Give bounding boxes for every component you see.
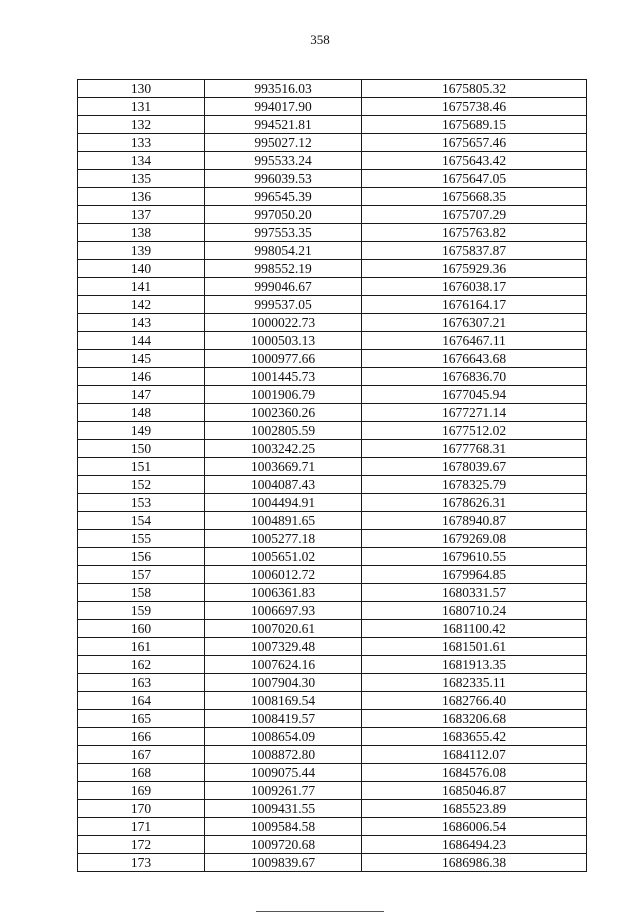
x-coordinate-cell: 1000977.66	[205, 350, 362, 368]
y-coordinate-cell: 1675647.05	[362, 170, 587, 188]
y-coordinate-cell: 1675657.46	[362, 134, 587, 152]
x-coordinate-cell: 995027.12	[205, 134, 362, 152]
point-number-cell: 142	[78, 296, 205, 314]
y-coordinate-cell: 1676307.21	[362, 314, 587, 332]
table-row	[78, 242, 587, 260]
table-row	[78, 818, 587, 836]
point-number-cell: 158	[78, 584, 205, 602]
y-coordinate-cell: 1678626.31	[362, 494, 587, 512]
point-number-cell: 147	[78, 386, 205, 404]
table-row	[78, 386, 587, 404]
y-coordinate-cell: 1675643.42	[362, 152, 587, 170]
y-coordinate-cell: 1681501.61	[362, 638, 587, 656]
y-coordinate-cell: 1685523.89	[362, 800, 587, 818]
y-coordinate-cell: 1682766.40	[362, 692, 587, 710]
y-coordinate-cell: 1681100.42	[362, 620, 587, 638]
y-coordinate-cell: 1675707.29	[362, 206, 587, 224]
y-coordinate-cell: 1686494.23	[362, 836, 587, 854]
y-coordinate-cell: 1680331.57	[362, 584, 587, 602]
x-coordinate-cell: 998552.19	[205, 260, 362, 278]
y-coordinate-cell: 1682335.11	[362, 674, 587, 692]
table-row	[78, 368, 587, 386]
x-coordinate-cell: 997050.20	[205, 206, 362, 224]
point-number-cell: 138	[78, 224, 205, 242]
point-number-cell: 134	[78, 152, 205, 170]
y-coordinate-cell: 1679269.08	[362, 530, 587, 548]
table-row	[78, 584, 587, 602]
point-number-cell: 130	[78, 80, 205, 98]
point-number-cell: 140	[78, 260, 205, 278]
x-coordinate-cell: 1000022.73	[205, 314, 362, 332]
table-row	[78, 404, 587, 422]
x-coordinate-cell: 1001906.79	[205, 386, 362, 404]
table-row	[78, 512, 587, 530]
point-number-cell: 159	[78, 602, 205, 620]
table-row	[78, 602, 587, 620]
point-number-cell: 156	[78, 548, 205, 566]
table-row	[78, 530, 587, 548]
table-row	[78, 278, 587, 296]
table-row	[78, 458, 587, 476]
table-row	[78, 224, 587, 242]
point-number-cell: 139	[78, 242, 205, 260]
y-coordinate-cell: 1679610.55	[362, 548, 587, 566]
x-coordinate-cell: 1009261.77	[205, 782, 362, 800]
y-coordinate-cell: 1678940.87	[362, 512, 587, 530]
x-coordinate-cell: 1001445.73	[205, 368, 362, 386]
x-coordinate-cell: 1003242.25	[205, 440, 362, 458]
point-number-cell: 132	[78, 116, 205, 134]
point-number-cell: 141	[78, 278, 205, 296]
table-row	[78, 782, 587, 800]
y-coordinate-cell: 1675837.87	[362, 242, 587, 260]
y-coordinate-cell: 1683206.68	[362, 710, 587, 728]
point-number-cell: 135	[78, 170, 205, 188]
point-number-cell: 170	[78, 800, 205, 818]
table-row	[78, 746, 587, 764]
x-coordinate-cell: 1007904.30	[205, 674, 362, 692]
point-number-cell: 169	[78, 782, 205, 800]
point-number-cell: 153	[78, 494, 205, 512]
y-coordinate-cell: 1675689.15	[362, 116, 587, 134]
y-coordinate-cell: 1684112.07	[362, 746, 587, 764]
point-number-cell: 154	[78, 512, 205, 530]
table-row	[78, 728, 587, 746]
table-row	[78, 494, 587, 512]
point-number-cell: 168	[78, 764, 205, 782]
x-coordinate-cell: 1007624.16	[205, 656, 362, 674]
point-number-cell: 151	[78, 458, 205, 476]
x-coordinate-cell: 996545.39	[205, 188, 362, 206]
y-coordinate-cell: 1678325.79	[362, 476, 587, 494]
x-coordinate-cell: 1008654.09	[205, 728, 362, 746]
x-coordinate-cell: 996039.53	[205, 170, 362, 188]
table-row	[78, 800, 587, 818]
table-row	[78, 710, 587, 728]
point-number-cell: 137	[78, 206, 205, 224]
table-row	[78, 170, 587, 188]
table-row	[78, 656, 587, 674]
point-number-cell: 171	[78, 818, 205, 836]
x-coordinate-cell: 1005651.02	[205, 548, 362, 566]
point-number-cell: 148	[78, 404, 205, 422]
y-coordinate-cell: 1676836.70	[362, 368, 587, 386]
point-number-cell: 164	[78, 692, 205, 710]
point-number-cell: 144	[78, 332, 205, 350]
x-coordinate-cell: 1009584.58	[205, 818, 362, 836]
point-number-cell: 173	[78, 854, 205, 872]
table-row	[78, 764, 587, 782]
point-number-cell: 152	[78, 476, 205, 494]
y-coordinate-cell: 1686006.54	[362, 818, 587, 836]
table-row	[78, 296, 587, 314]
x-coordinate-cell: 1006361.83	[205, 584, 362, 602]
table-row	[78, 674, 587, 692]
y-coordinate-cell: 1677045.94	[362, 386, 587, 404]
y-coordinate-cell: 1676164.17	[362, 296, 587, 314]
x-coordinate-cell: 1008419.57	[205, 710, 362, 728]
x-coordinate-cell: 993516.03	[205, 80, 362, 98]
x-coordinate-cell: 994017.90	[205, 98, 362, 116]
x-coordinate-cell: 1002360.26	[205, 404, 362, 422]
table-row	[78, 80, 587, 98]
table-row	[78, 476, 587, 494]
y-coordinate-cell: 1683655.42	[362, 728, 587, 746]
y-coordinate-cell: 1677512.02	[362, 422, 587, 440]
x-coordinate-cell: 1009075.44	[205, 764, 362, 782]
table-row	[78, 638, 587, 656]
point-number-cell: 167	[78, 746, 205, 764]
x-coordinate-cell: 998054.21	[205, 242, 362, 260]
x-coordinate-cell: 1006697.93	[205, 602, 362, 620]
table-row	[78, 566, 587, 584]
y-coordinate-cell: 1676643.68	[362, 350, 587, 368]
y-coordinate-cell: 1679964.85	[362, 566, 587, 584]
x-coordinate-cell: 1007020.61	[205, 620, 362, 638]
y-coordinate-cell: 1681913.35	[362, 656, 587, 674]
bottom-divider	[256, 911, 384, 912]
point-number-cell: 163	[78, 674, 205, 692]
table-row	[78, 188, 587, 206]
table-row	[78, 134, 587, 152]
x-coordinate-cell: 1007329.48	[205, 638, 362, 656]
point-number-cell: 166	[78, 728, 205, 746]
point-number-cell: 162	[78, 656, 205, 674]
point-number-cell: 172	[78, 836, 205, 854]
y-coordinate-cell: 1675738.46	[362, 98, 587, 116]
y-coordinate-cell: 1676038.17	[362, 278, 587, 296]
table-row	[78, 116, 587, 134]
page-number: 358	[310, 32, 330, 47]
x-coordinate-cell: 1008872.80	[205, 746, 362, 764]
table-row	[78, 206, 587, 224]
y-coordinate-cell: 1686986.38	[362, 854, 587, 872]
point-number-cell: 157	[78, 566, 205, 584]
table-row	[78, 548, 587, 566]
point-number-cell: 146	[78, 368, 205, 386]
table-row	[78, 350, 587, 368]
table-row	[78, 152, 587, 170]
point-number-cell: 160	[78, 620, 205, 638]
x-coordinate-cell: 1005277.18	[205, 530, 362, 548]
point-number-cell: 149	[78, 422, 205, 440]
x-coordinate-cell: 1000503.13	[205, 332, 362, 350]
y-coordinate-cell: 1675668.35	[362, 188, 587, 206]
table-row	[78, 98, 587, 116]
point-number-cell: 145	[78, 350, 205, 368]
x-coordinate-cell: 999537.05	[205, 296, 362, 314]
x-coordinate-cell: 995533.24	[205, 152, 362, 170]
table-row	[78, 314, 587, 332]
y-coordinate-cell: 1677271.14	[362, 404, 587, 422]
table-row	[78, 854, 587, 872]
table-row	[78, 260, 587, 278]
coordinates-table	[77, 79, 587, 872]
y-coordinate-cell: 1678039.67	[362, 458, 587, 476]
x-coordinate-cell: 1004494.91	[205, 494, 362, 512]
point-number-cell: 136	[78, 188, 205, 206]
x-coordinate-cell: 1009431.55	[205, 800, 362, 818]
y-coordinate-cell: 1685046.87	[362, 782, 587, 800]
x-coordinate-cell: 999046.67	[205, 278, 362, 296]
x-coordinate-cell: 997553.35	[205, 224, 362, 242]
y-coordinate-cell: 1680710.24	[362, 602, 587, 620]
x-coordinate-cell: 1004087.43	[205, 476, 362, 494]
y-coordinate-cell: 1684576.08	[362, 764, 587, 782]
point-number-cell: 131	[78, 98, 205, 116]
table-row	[78, 836, 587, 854]
y-coordinate-cell: 1676467.11	[362, 332, 587, 350]
table-row	[78, 332, 587, 350]
point-number-cell: 161	[78, 638, 205, 656]
point-number-cell: 143	[78, 314, 205, 332]
table-row	[78, 440, 587, 458]
point-number-cell: 150	[78, 440, 205, 458]
x-coordinate-cell: 1004891.65	[205, 512, 362, 530]
y-coordinate-cell: 1675763.82	[362, 224, 587, 242]
x-coordinate-cell: 1006012.72	[205, 566, 362, 584]
x-coordinate-cell: 994521.81	[205, 116, 362, 134]
table-row	[78, 692, 587, 710]
point-number-cell: 165	[78, 710, 205, 728]
point-number-cell: 133	[78, 134, 205, 152]
y-coordinate-cell: 1677768.31	[362, 440, 587, 458]
y-coordinate-cell: 1675929.36	[362, 260, 587, 278]
x-coordinate-cell: 1009839.67	[205, 854, 362, 872]
x-coordinate-cell: 1009720.68	[205, 836, 362, 854]
point-number-cell: 155	[78, 530, 205, 548]
table-row	[78, 620, 587, 638]
x-coordinate-cell: 1008169.54	[205, 692, 362, 710]
table-row	[78, 422, 587, 440]
coordinates-table-body	[78, 80, 587, 872]
x-coordinate-cell: 1002805.59	[205, 422, 362, 440]
x-coordinate-cell: 1003669.71	[205, 458, 362, 476]
y-coordinate-cell: 1675805.32	[362, 80, 587, 98]
